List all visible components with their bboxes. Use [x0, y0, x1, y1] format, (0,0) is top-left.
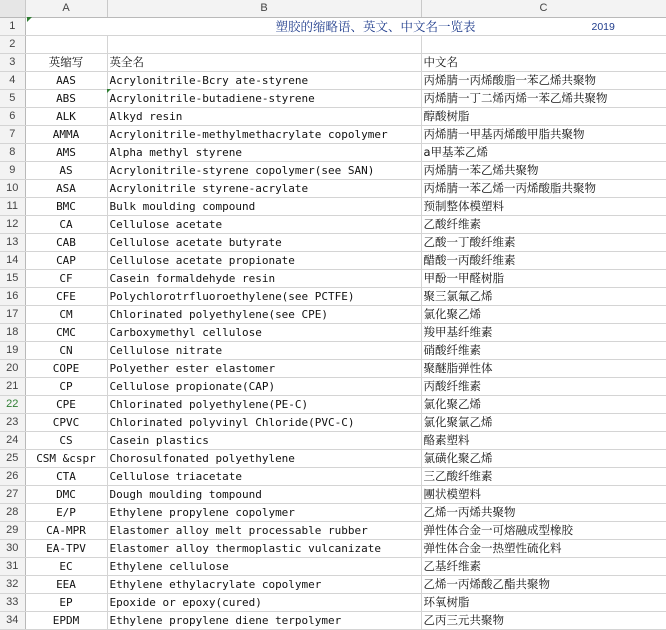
english-name-cell[interactable]: Epoxide or epoxy(cured)	[107, 594, 421, 612]
abbr-cell[interactable]: EEA	[25, 576, 107, 594]
abbr-cell[interactable]: ALK	[25, 108, 107, 126]
english-name-cell[interactable]: Bulk moulding compound	[107, 198, 421, 216]
table-row	[0, 18, 666, 36]
abbr-cell[interactable]: AAS	[25, 72, 107, 90]
select-all-corner[interactable]	[0, 0, 25, 18]
abbr-cell[interactable]: CAP	[25, 252, 107, 270]
english-name-cell[interactable]: Ethylene ethylacrylate copolymer	[107, 576, 421, 594]
header-abbr-cell[interactable]: 英缩写	[25, 54, 107, 72]
column-header-row	[0, 0, 666, 18]
sheet-year: 2019	[591, 21, 615, 33]
abbr-cell[interactable]: CPVC	[25, 414, 107, 432]
row-header[interactable]: 6	[0, 108, 25, 126]
row-header[interactable]: 33	[0, 594, 25, 612]
table-row	[0, 36, 666, 54]
header-zh-cell[interactable]: 中文名	[421, 54, 666, 72]
row-header[interactable]: 8	[0, 144, 25, 162]
row-header[interactable]: 25	[0, 450, 25, 468]
english-name-cell[interactable]: Acrylonitrile styrene-acrylate	[107, 180, 421, 198]
abbr-cell[interactable]: CS	[25, 432, 107, 450]
chinese-name-cell[interactable]: 硝酸纤维素	[421, 342, 666, 360]
abbr-cell[interactable]: ASA	[25, 180, 107, 198]
row-header[interactable]: 10	[0, 180, 25, 198]
chinese-name-cell[interactable]: 丙烯腈一苯乙烯一丙烯酸脂共聚物	[421, 180, 666, 198]
row-header[interactable]: 1	[0, 18, 25, 36]
table-row	[0, 504, 666, 522]
table-row	[0, 396, 666, 414]
english-name-cell[interactable]: Alpha methyl styrene	[107, 144, 421, 162]
english-name-cell[interactable]: Polychlorotrfluoroethylene(see PCTFE)	[107, 288, 421, 306]
english-name-cell[interactable]: Casein plastics	[107, 432, 421, 450]
row-header[interactable]: 19	[0, 342, 25, 360]
column-header-b[interactable]: B	[107, 0, 421, 18]
chinese-name-cell[interactable]: 氯磺化聚乙烯	[421, 450, 666, 468]
row-header[interactable]: 31	[0, 558, 25, 576]
english-name-cell[interactable]: Acrylonitrile-methylmethacrylate copolymer	[107, 126, 421, 144]
english-name-cell[interactable]: Casein formaldehyde resin	[107, 270, 421, 288]
row-header[interactable]: 23	[0, 414, 25, 432]
english-name-cell[interactable]: Cellulose acetate	[107, 216, 421, 234]
abbr-cell[interactable]: AMMA	[25, 126, 107, 144]
english-name-cell[interactable]: Polyether ester elastomer	[107, 360, 421, 378]
english-name-cell[interactable]: Carboxymethyl cellulose	[107, 324, 421, 342]
english-name-cell[interactable]: Acrylonitrile-butadiene-styrene	[107, 90, 421, 108]
row-header[interactable]: 22	[0, 396, 25, 414]
english-name-cell[interactable]: Ethylene propylene copolymer	[107, 504, 421, 522]
table-row	[0, 324, 666, 342]
chinese-name-cell[interactable]: 醇酸树脂	[421, 108, 666, 126]
english-name-cell[interactable]: Chorosulfonated polyethylene	[107, 450, 421, 468]
row-header[interactable]: 7	[0, 126, 25, 144]
chinese-name-cell[interactable]: 环氧树脂	[421, 594, 666, 612]
sheet-title: 塑胶的缩略语、英文、中文名一览表	[275, 19, 476, 34]
table-row	[0, 144, 666, 162]
table-row	[0, 486, 666, 504]
abbr-cell[interactable]: BMC	[25, 198, 107, 216]
english-name-cell[interactable]: Cellulose propionate(CAP)	[107, 378, 421, 396]
row-header[interactable]: 27	[0, 486, 25, 504]
chinese-name-cell[interactable]: 聚醚脂弹性体	[421, 360, 666, 378]
chinese-name-cell[interactable]: 弹性体合金一热塑性硫化料	[421, 540, 666, 558]
abbr-cell[interactable]: AMS	[25, 144, 107, 162]
chinese-name-cell[interactable]: 氯化聚乙烯	[421, 306, 666, 324]
table-row	[0, 72, 666, 90]
abbr-cell[interactable]: EA-TPV	[25, 540, 107, 558]
row-header[interactable]: 12	[0, 216, 25, 234]
row-header[interactable]: 18	[0, 324, 25, 342]
row-header[interactable]: 24	[0, 432, 25, 450]
table-row	[0, 342, 666, 360]
chinese-name-cell[interactable]: 乙烯一丙烯酸乙酯共聚物	[421, 576, 666, 594]
row-header[interactable]: 11	[0, 198, 25, 216]
header-data-row	[0, 54, 666, 72]
table-row	[0, 126, 666, 144]
abbr-cell[interactable]: AS	[25, 162, 107, 180]
row-header[interactable]: 26	[0, 468, 25, 486]
row-header[interactable]: 32	[0, 576, 25, 594]
abbr-cell[interactable]: COPE	[25, 360, 107, 378]
table-row	[0, 432, 666, 450]
row-header[interactable]: 17	[0, 306, 25, 324]
row-header[interactable]: 13	[0, 234, 25, 252]
chinese-name-cell[interactable]: 弹性体合金一可熔融成型橡胶	[421, 522, 666, 540]
abbr-cell[interactable]: ABS	[25, 90, 107, 108]
english-name-cell[interactable]: Chlorinated polyethylene(PE-C)	[107, 396, 421, 414]
cell[interactable]	[421, 36, 666, 54]
english-name-cell[interactable]: Elastomer alloy thermoplastic vulcanizate	[107, 540, 421, 558]
row-header[interactable]: 34	[0, 612, 25, 630]
table-row	[0, 198, 666, 216]
chinese-name-cell[interactable]: 乙基纤维素	[421, 558, 666, 576]
table-row	[0, 378, 666, 396]
chinese-name-cell[interactable]: 甲酚一甲醛树脂	[421, 270, 666, 288]
chinese-name-cell[interactable]: 乙酸一丁酸纤维素	[421, 234, 666, 252]
row-header[interactable]: 2	[0, 36, 25, 54]
row-header[interactable]: 3	[0, 54, 25, 72]
chinese-name-cell[interactable]: 丙烯腈一丁二烯丙烯一苯乙烯共聚物	[421, 90, 666, 108]
column-header-c[interactable]: C	[421, 0, 666, 18]
english-name-cell[interactable]: Ethylene cellulose	[107, 558, 421, 576]
chinese-name-cell[interactable]: 乙烯一丙烯共聚物	[421, 504, 666, 522]
table-row	[0, 540, 666, 558]
abbr-cell[interactable]: CMC	[25, 324, 107, 342]
chinese-name-cell[interactable]: 丙烯腈一甲基丙烯酸甲脂共聚物	[421, 126, 666, 144]
row-header[interactable]: 20	[0, 360, 25, 378]
english-name-cell[interactable]: Alkyd resin	[107, 108, 421, 126]
cell[interactable]	[25, 36, 107, 54]
abbr-cell[interactable]: CPE	[25, 396, 107, 414]
row-header[interactable]: 16	[0, 288, 25, 306]
chinese-name-cell[interactable]: 團状模塑料	[421, 486, 666, 504]
abbr-cell[interactable]: CAB	[25, 234, 107, 252]
title-cell[interactable]	[25, 18, 666, 36]
chinese-name-cell[interactable]: 乙丙三元共聚物	[421, 612, 666, 630]
chinese-name-cell[interactable]: 酪素塑料	[421, 432, 666, 450]
chinese-name-cell[interactable]: 羧甲基纤维素	[421, 324, 666, 342]
row-header[interactable]: 30	[0, 540, 25, 558]
english-name-cell[interactable]: Acrylonitrile-Bcry ate-styrene	[107, 72, 421, 90]
abbr-cell[interactable]: EPDM	[25, 612, 107, 630]
header-en-cell[interactable]: 英全名	[107, 54, 421, 72]
abbr-cell[interactable]: DMC	[25, 486, 107, 504]
table-row	[0, 450, 666, 468]
abbr-cell[interactable]: E/P	[25, 504, 107, 522]
abbr-cell[interactable]: CN	[25, 342, 107, 360]
english-name-cell[interactable]: Cellulose acetate butyrate	[107, 234, 421, 252]
english-name-cell[interactable]: Ethylene propylene diene terpolymer	[107, 612, 421, 630]
abbr-cell[interactable]: CFE	[25, 288, 107, 306]
table-row	[0, 162, 666, 180]
abbr-cell[interactable]: CF	[25, 270, 107, 288]
chinese-name-cell[interactable]: 三乙酸纤维素	[421, 468, 666, 486]
table-row	[0, 270, 666, 288]
table-row	[0, 612, 666, 630]
chinese-name-cell[interactable]: 氯化聚乙烯	[421, 396, 666, 414]
table-row	[0, 468, 666, 486]
abbr-cell[interactable]: EC	[25, 558, 107, 576]
english-name-cell[interactable]: Chlorinated polyethylene(see CPE)	[107, 306, 421, 324]
table-row	[0, 414, 666, 432]
english-name-cell[interactable]: Acrylonitrile-styrene copolymer(see SAN)	[107, 162, 421, 180]
row-header[interactable]: 4	[0, 72, 25, 90]
chinese-name-cell[interactable]: a甲基苯乙烯	[421, 144, 666, 162]
table-row	[0, 234, 666, 252]
row-header[interactable]: 5	[0, 90, 25, 108]
row-header[interactable]: 15	[0, 270, 25, 288]
chinese-name-cell[interactable]: 氯化聚氯乙烯	[421, 414, 666, 432]
table-row	[0, 216, 666, 234]
abbr-cell[interactable]: CP	[25, 378, 107, 396]
table-row	[0, 108, 666, 126]
table-row	[0, 558, 666, 576]
table-row	[0, 306, 666, 324]
chinese-name-cell[interactable]: 丙烯腈一丙烯酸脂一苯乙烯共聚物	[421, 72, 666, 90]
abbr-cell[interactable]: CTA	[25, 468, 107, 486]
row-header[interactable]: 14	[0, 252, 25, 270]
row-header[interactable]: 9	[0, 162, 25, 180]
table-row	[0, 576, 666, 594]
cell[interactable]	[107, 36, 421, 54]
chinese-name-cell[interactable]: 丙烯腈一苯乙烯共聚物	[421, 162, 666, 180]
english-name-cell[interactable]: Chlorinated polyvinyl Chloride(PVC-C)	[107, 414, 421, 432]
table-row	[0, 288, 666, 306]
table-row	[0, 522, 666, 540]
english-name-cell[interactable]: Dough moulding tompound	[107, 486, 421, 504]
abbr-cell[interactable]: CSM &cspr	[25, 450, 107, 468]
table-row	[0, 90, 666, 108]
row-header[interactable]: 21	[0, 378, 25, 396]
abbr-cell[interactable]: CA	[25, 216, 107, 234]
abbr-cell[interactable]: EP	[25, 594, 107, 612]
english-name-cell[interactable]: Cellulose triacetate	[107, 468, 421, 486]
table-row	[0, 252, 666, 270]
table-row	[0, 180, 666, 198]
row-header[interactable]: 28	[0, 504, 25, 522]
chinese-name-cell[interactable]: 预制整体模塑料	[421, 198, 666, 216]
english-name-cell[interactable]: Cellulose nitrate	[107, 342, 421, 360]
abbr-cell[interactable]: CA-MPR	[25, 522, 107, 540]
column-header-a[interactable]: A	[25, 0, 107, 18]
table-row	[0, 360, 666, 378]
chinese-name-cell[interactable]: 聚三氯氟乙烯	[421, 288, 666, 306]
table-row	[0, 594, 666, 612]
chinese-name-cell[interactable]: 乙酸纤维素	[421, 216, 666, 234]
english-name-cell[interactable]: Cellulose acetate propionate	[107, 252, 421, 270]
row-header[interactable]: 29	[0, 522, 25, 540]
chinese-name-cell[interactable]: 丙酸纤维素	[421, 378, 666, 396]
abbr-cell[interactable]: CM	[25, 306, 107, 324]
chinese-name-cell[interactable]: 醋酸一丙酸纤维素	[421, 252, 666, 270]
english-name-cell[interactable]: Elastomer alloy melt processable rubber	[107, 522, 421, 540]
cell-error-marker	[107, 89, 111, 93]
cell-error-marker	[27, 17, 32, 22]
